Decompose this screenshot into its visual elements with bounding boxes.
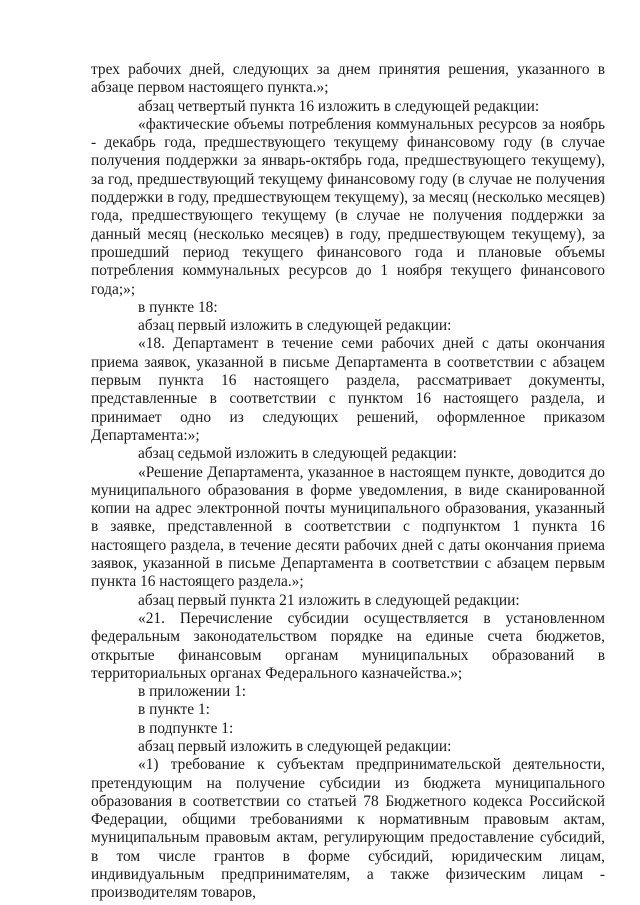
paragraph-quoted-text: «1) требование к субъектам предпринимательской деятельности, претендующим на получение субсидии из бюджета муниципального образования в соответствии со статьей 78 Бюджетного кодекса Российской Федерации, общими требованиями к нормативным правовым актам, муниципальным правовым актам, регулирующим предоставление субсидий, в том числе грантов в форме субсидий, юридическим лицам, индивидуальным предпринимателям, а также физическим лицам - производителям товаров, [91,756,605,902]
paragraph-instruction: в приложении 1: [138,683,247,701]
document-body [91,61,605,903]
paragraph-quoted-text: «18. Департамент в течение семи рабочих дней с даты окончания приема заявок, указанной в письме Департамента в соответствии с абзацем первым пункта 16 настоящего раздела, рассматривает документы, представленные в соответствии с пунктом 16 настоящего раздела, и принимает одно из следующих решений, оформленное приказом Департамента:»; [91,335,605,444]
paragraph-instruction: в пункте 18: [138,298,218,316]
paragraph-continuation: трех рабочих дней, следующих за днем принятия решения, указанного в абзаце первом настоящего пункта.»; [91,61,605,97]
paragraph-instruction: абзац первый изложить в следующей редакции: [138,737,452,755]
paragraph-instruction: абзац седьмой изложить в следующей редакции: [138,445,457,463]
paragraph-quoted-text: «Решение Департамента, указанное в настоящем пункте, доводится до муниципального образования в форме уведомления, в виде сканированной копии на адрес электронной почты муниципального образования, указанный в заявке, представленной в соответствии с подпунктом 1 пункта 16 настоящего раздела, в течение десяти рабочих дней с даты окончания приема заявок, указанной в письме Департамента в соответствии с абзацем первым пункта 16 настоящего раздела.»; [91,463,605,591]
paragraph-instruction: в пункте 1: [138,701,210,719]
paragraph-instruction: абзац первый пункта 21 изложить в следующей редакции: [138,591,520,609]
paragraph-quoted-text: «фактические объемы потребления коммунальных ресурсов за ноябрь - декабрь года, предшествующего текущему финансовому году (в случае получения поддержки за январь-октябрь года, предшествующего текущему), за год, предшествующий текущему финансовому году (в случае не получения поддержки в году, предшествующем текущему), за месяц (несколько месяцев) года, предшествующего текущему (в случае не получения поддержки за данный месяц (несколько месяцев) в году, предшествующем текущему), за прошедший период текущего финансового года и плановые объемы потребления коммунальных ресурсов до 1 ноября текущего финансового года;»; [91,115,605,298]
paragraph-quoted-text: «21. Перечисление субсидии осуществляется в установленном федеральным законодательством порядке на единые счета бюджетов, открытые финансовым органам муниципальных образований в территориальных органах Федерального казначейства.»; [91,609,605,682]
paragraph-instruction: абзац четвертый пункта 16 изложить в следующей редакции: [138,97,540,115]
paragraph-instruction: в подпункте 1: [138,719,234,737]
paragraph-instruction: абзац первый изложить в следующей редакции: [138,317,452,335]
